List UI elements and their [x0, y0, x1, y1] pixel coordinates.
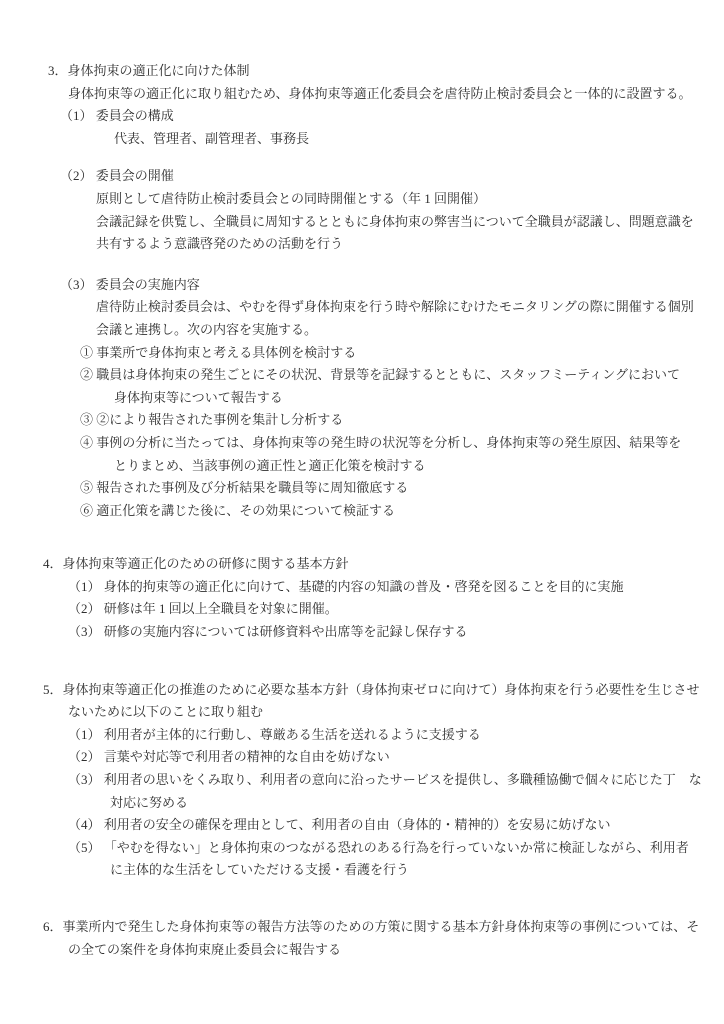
body-line: 原則として虐待防止検討委員会との同時開催とする（年 1 回開催） — [96, 190, 487, 206]
intro-paragraph: 身体拘束等の適正化に取り組むため、身体拘束等適正化委員会を虐待防止検討委員会と一体的に設置する。 — [68, 85, 692, 101]
body-line: 共有するよう意識啓発のための活動を行う — [96, 236, 344, 252]
numbered-sub-item: （1） 委員会の構成 — [60, 108, 174, 124]
section-heading: 6．事業所内で発生した身体拘束等の報告方法等のための方策に関する基本方針身体拘束等の事例については、そ — [43, 919, 700, 934]
section-5 — [0, 679, 724, 882]
body-line: 会議記録を供覧し、全職員に周知するとともに身体拘束の弊害当について全職員が認議し、問題意識を — [96, 213, 694, 229]
circled-list-item: ④ 事例の分析に当たっては、身体拘束等の発生時の状況等を分析し、身体拘束等の発生原因、結果等を — [80, 434, 682, 450]
section-4 — [0, 553, 724, 643]
section-3 — [0, 60, 724, 522]
sub-item-continuation: 対応に努める — [110, 794, 189, 810]
section-heading: 5．身体拘束等適正化の推進のために必要な基本方針（身体拘束ゼロに向けて）身体拘束を行う必要性を生じさせ — [43, 681, 700, 697]
section-heading-continuation: ないために以下のことに取り組む — [68, 704, 264, 720]
circled-item-continuation: 身体拘束等について報告する — [114, 389, 283, 405]
section-heading: 3．身体拘束の適正化に向けた体制 — [48, 63, 250, 78]
circled-list-item: ② 職員は身体拘束の発生ごとにその状況、背景等を記録するとともに、スタッフミーティングにおいて — [80, 367, 680, 383]
section-6 — [0, 916, 724, 961]
section-heading-continuation: の全ての案件を身体拘束廃止委員会に報告する — [68, 941, 342, 957]
circled-list-item: ⑤ 報告された事例及び分析結果を職員等に周知徹底する — [80, 480, 409, 496]
detail-line: 代表、管理者、副管理者、事務長 — [114, 130, 310, 146]
numbered-sub-item: （1） 利用者が主体的に行動し、尊厳ある生活を送れるように支援する — [68, 726, 481, 742]
numbered-sub-item: （4） 利用者の安全の確保を理由として、利用者の自由（身体的・精神的）を安易に妨げない — [68, 817, 611, 833]
section-heading: 4．身体拘束等適正化のための研修に関する基本方針 — [43, 556, 349, 572]
numbered-sub-item: （3） 研修の実施内容については研修資料や出席等を記録し保存する — [68, 624, 468, 640]
document-content — [0, 60, 724, 961]
numbered-sub-item: （2） 言葉や対応等で利用者の精神的な自由を妨げない — [68, 749, 390, 765]
circled-item-continuation: とりまとめ、当該事例の適正性と適正化策を検討する — [114, 457, 426, 473]
circled-list-item: ③ ②により報告された事例を集計し分析する — [80, 412, 344, 428]
numbered-sub-item: （1） 身体的拘束等の適正化に向けて、基礎的内容の知識の普及・啓発を図ることを目的に実施 — [68, 578, 624, 594]
numbered-sub-item: （3） 利用者の思いをくみ取り、利用者の意向に沿ったサービスを提供し、多職種協働で個々に応じた丁 な — [68, 772, 702, 788]
body-line: 会議と連携し。次の内容を実施する。 — [96, 321, 318, 337]
numbered-sub-item: （2） 研修は年 1 回以上全職員を対象に開催。 — [68, 601, 338, 617]
sub-item-continuation: に主体的な生活をしていただける支援・看護を行う — [110, 862, 410, 878]
numbered-sub-item: （5） 「やむを得ない」と身体拘束のつながる恐れのある行為を行っていないか常に検証しながら、利用者 — [68, 839, 689, 855]
circled-list-item: ① 事業所で身体拘束と考える具体例を検討する — [80, 344, 357, 360]
circled-list-item: ⑥ 適正化策を講じた後に、その効果について検証する — [80, 502, 395, 518]
body-line: 虐待防止検討委員会は、やむを得ず身体拘束を行う時や解除にむけたモニタリングの際に開催する個別 — [96, 299, 694, 315]
numbered-sub-item: （2） 委員会の開催 — [60, 168, 174, 184]
numbered-sub-item: （3） 委員会の実施内容 — [60, 276, 200, 292]
